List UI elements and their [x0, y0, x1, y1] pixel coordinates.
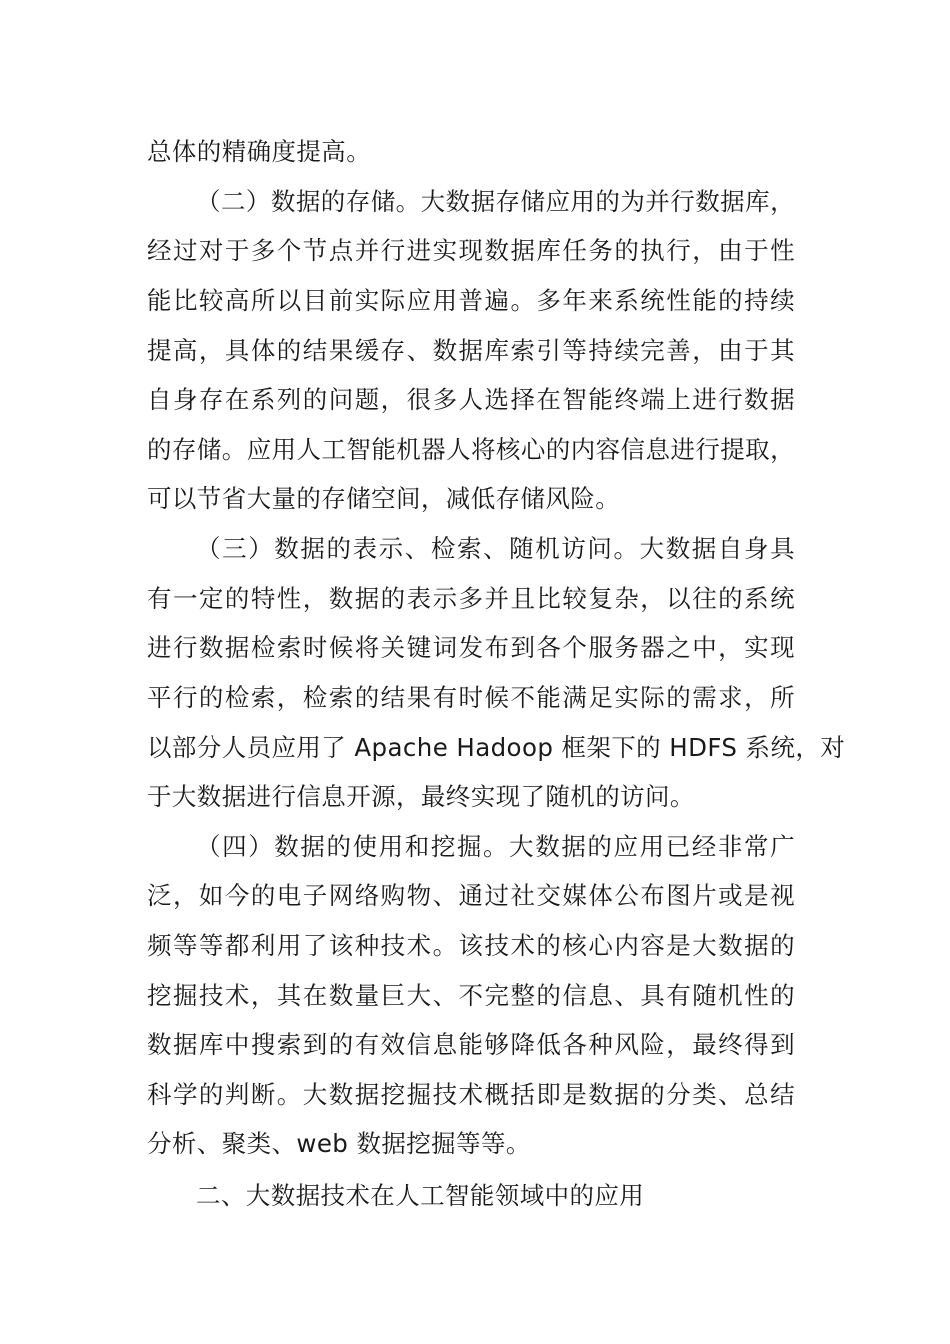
text-line: 经过对于多个节点并行进实现数据库任务的执行，由于性 [147, 236, 795, 265]
section-heading: 二、大数据技术在人工智能领域中的应用 [196, 1181, 645, 1210]
text-line: 能比较高所以目前实际应用普遍。多年来系统性能的持续 [147, 286, 795, 315]
text-line: 数据库中搜索到的有效信息能够降低各种风险，最终得到 [147, 1030, 795, 1059]
text-line: 自身存在系列的问题，很多人选择在智能终端上进行数据 [147, 385, 795, 414]
text-line: 进行数据检索时候将关键词发布到各个服务器之中，实现 [147, 633, 795, 662]
paragraph-3-line: （三）数据的表示、检索、随机访问。大数据自身具 [196, 534, 795, 563]
text-line: 提高，具体的结果缓存、数据库索引等持续完善，由于其 [147, 336, 795, 365]
text-line: 于大数据进行信息开源，最终实现了随机的访问。 [147, 782, 695, 811]
text-line: 有一定的特性，数据的表示多并且比较复杂，以往的系统 [147, 584, 795, 613]
text-line: 以部分人员应用了 Apache Hadoop 框架下的 HDFS 系统，对 [147, 733, 846, 762]
text-line: 平行的检索，检索的结果有时候不能满足实际的需求，所 [147, 683, 795, 712]
text-line: 可以节省大量的存储空间，减低存储风险。 [147, 484, 621, 513]
paragraph-4-line: （四）数据的使用和挖掘。大数据的应用已经非常广 [196, 832, 795, 861]
paragraph-2-line: （二）数据的存储。大数据存储应用的为并行数据库， [196, 187, 795, 216]
text-line: 分析、聚类、web 数据挖掘等等。 [147, 1129, 531, 1158]
text-line: 频等等都利用了该种技术。该技术的核心内容是大数据的 [147, 931, 795, 960]
text-line: 挖掘技术，其在数量巨大、不完整的信息、具有随机性的 [147, 981, 795, 1010]
text-line: 总体的精确度提高。 [147, 137, 372, 166]
text-line: 科学的判断。大数据挖掘技术概括即是数据的分类、总结 [147, 1080, 795, 1109]
text-line: 泛，如今的电子网络购物、通过社交媒体公布图片或是视 [147, 881, 795, 910]
text-line: 的存储。应用人工智能机器人将核心的内容信息进行提取， [147, 435, 795, 464]
